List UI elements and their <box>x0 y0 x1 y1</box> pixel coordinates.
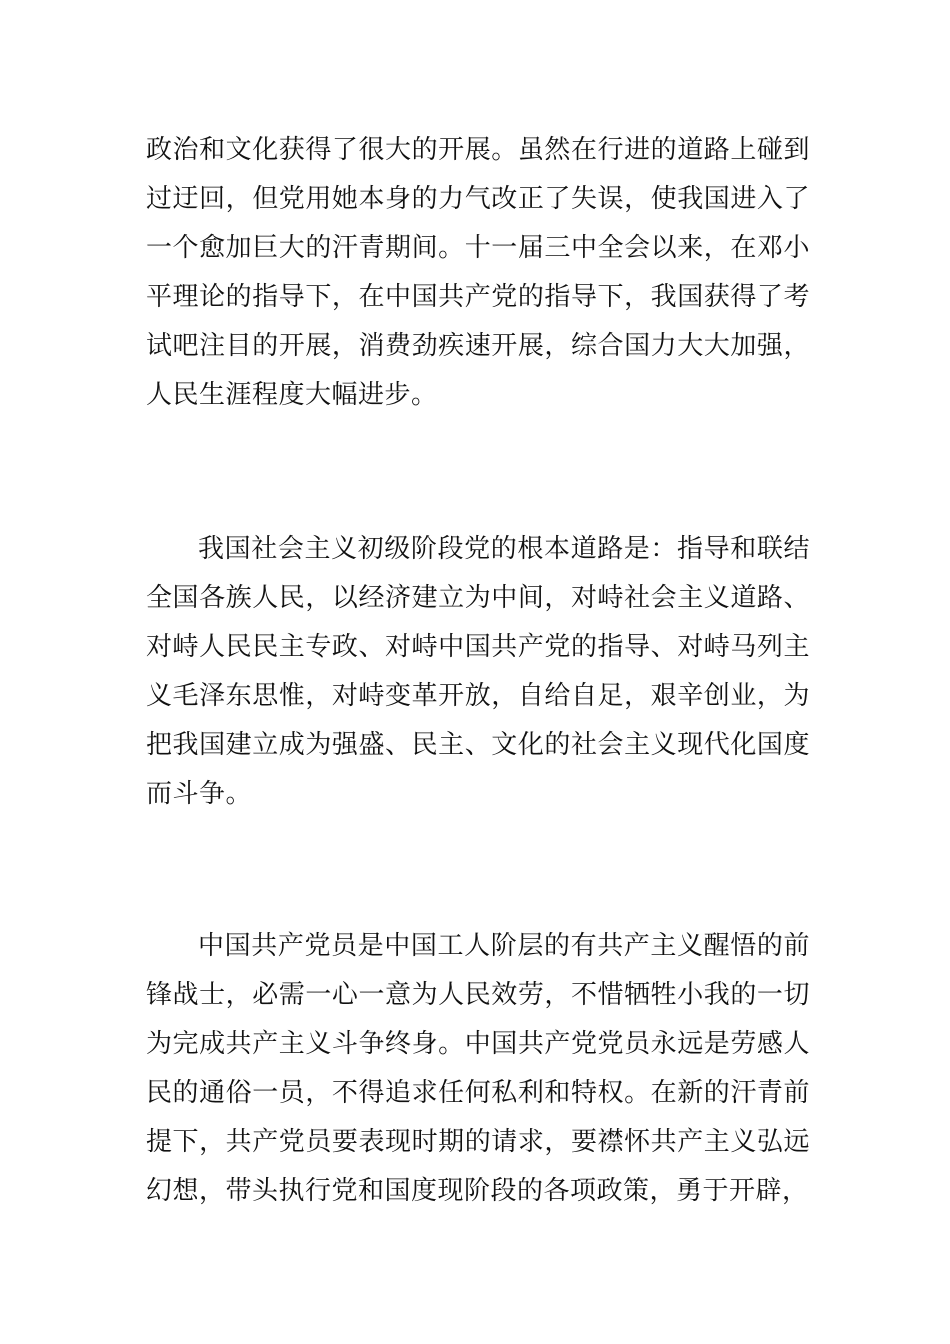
paragraph-2: 我国社会主义初级阶段党的根本道路是：指导和联结全国各族人民，以经济建立为中间，对峙社会主义道路、对峙人民民主专政、对峙中国共产党的指导、对峙马列主义毛泽东思惟，对峙变革开放，自给自足，艰辛创业，为把我国建立成为强盛、民主、文化的社会主义现代化国度而斗争。 <box>146 534 810 809</box>
paragraph-3: 中国共产党员是中国工人阶层的有共产主义醒悟的前锋战士，必需一心一意为人民效劳，不惜牺牲小我的一切为完成共产主义斗争终身。中国共产党党员永远是劳感人民的通俗一员，不得追求任何私利和特权。在新的汗青前提下，共产党员要表现时期的请求，要襟怀共产主义弘远幻想，带头执行党和国度现阶段的各项政策，勇于开辟， <box>146 931 810 1206</box>
paragraph-1: 政治和文化获得了很大的开展。虽然在行进的道路上碰到过迂回，但党用她本身的力气改正了失误，使我国进入了一个愈加巨大的汗青期间。十一届三中全会以来，在邓小平理论的指导下，在中国共产党的指导下，我国获得了考试吧注目的开展，消费劲疾速开展，综合国力大大加强，人民生涯程度大幅进步。 <box>146 135 810 410</box>
